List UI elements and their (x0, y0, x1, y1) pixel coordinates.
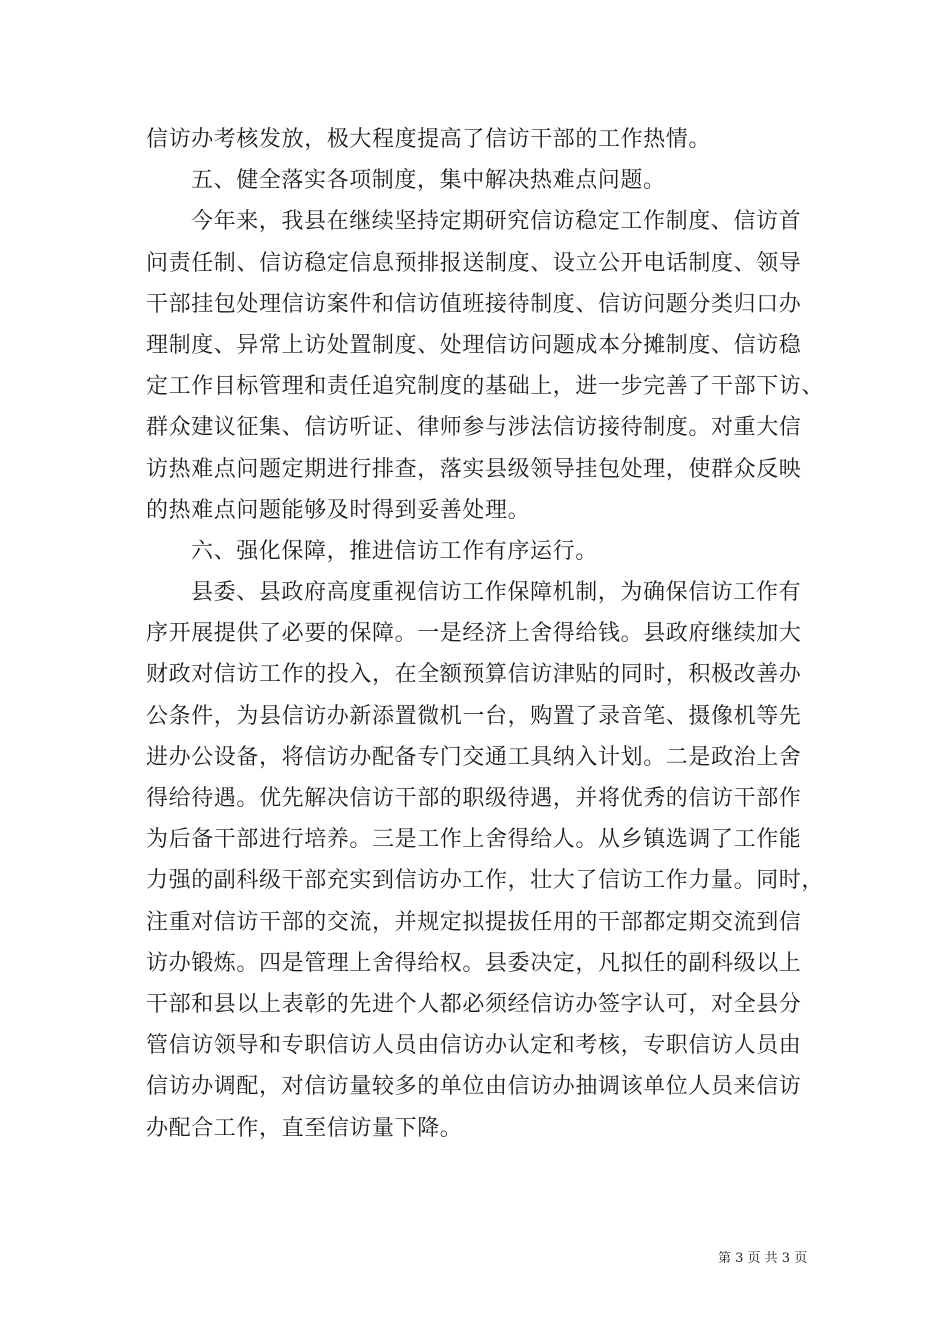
text-line: 问责任制、信访稳定信息预排报送制度、设立公开电话制度、领导 (146, 250, 802, 276)
text-line: 进办公设备，将信访办配备专门交通工具纳入计划。二是政治上舍 (146, 744, 802, 770)
text-line: 公条件，为县信访办新添置微机一台，购置了录音笔、摄像机等先 (146, 703, 802, 729)
text-line: 注重对信访干部的交流，并规定拟提拔任用的干部都定期交流到信 (146, 909, 802, 935)
text-line: 五、健全落实各项制度，集中解决热难点问题。 (191, 168, 666, 194)
text-line: 理制度、异常上访处置制度、处理信访问题成本分摊制度、信访稳 (146, 332, 802, 358)
text-line: 六、强化保障，推进信访工作有序运行。 (191, 538, 598, 564)
text-line: 群众建议征集、信访听证、律师参与涉法信访接待制度。对重大信 (146, 415, 802, 441)
text-line: 今年来，我县在继续坚持定期研究信访稳定工作制度、信访首 (191, 209, 802, 235)
page-number-footer: 第 3 页 共 3 页 (718, 1251, 808, 1266)
text-line: 访办锻炼。四是管理上舍得给权。县委决定，凡拟任的副科级以上 (146, 950, 802, 976)
text-line: 定工作目标管理和责任追究制度的基础上，进一步完善了干部下访、 (146, 374, 825, 400)
text-line: 访热难点问题定期进行排查，落实县级领导挂包处理，使群众反映 (146, 456, 802, 482)
text-line: 干部挂包处理信访案件和信访值班接待制度、信访问题分类归口办 (146, 291, 802, 317)
text-line: 得给待遇。优先解决信访干部的职级待遇，并将优秀的信访干部作 (146, 786, 802, 811)
text-line: 的热难点问题能够及时得到妥善处理。 (146, 497, 531, 523)
text-line: 为后备干部进行培养。三是工作上舍得给人。从乡镇选调了工作能 (146, 827, 802, 853)
text-line: 序开展提供了必要的保障。一是经济上舍得给钱。县政府继续加大 (146, 621, 802, 647)
text-line: 县委、县政府高度重视信访工作保障机制，为确保信访工作有 (191, 580, 802, 606)
text-line: 财政对信访工作的投入，在全额预算信访津贴的同时，积极改善办 (146, 662, 802, 688)
text-line: 管信访领导和专职信访人员由信访办认定和考核，专职信访人员由 (146, 1033, 802, 1059)
document-body (146, 119, 825, 1149)
text-line: 干部和县以上表彰的先进个人都必须经信访办签字认可，对全县分 (146, 991, 802, 1017)
text-line: 力强的副科级干部充实到信访办工作，壮大了信访工作力量。同时， (146, 868, 825, 894)
text-line: 办配合工作，直至信访量下降。 (146, 1115, 463, 1141)
text-line: 信访办调配，对信访量较多的单位由信访办抽调该单位人员来信访 (146, 1074, 802, 1100)
text-line: 信访办考核发放，极大程度提高了信访干部的工作热情。 (146, 127, 712, 152)
